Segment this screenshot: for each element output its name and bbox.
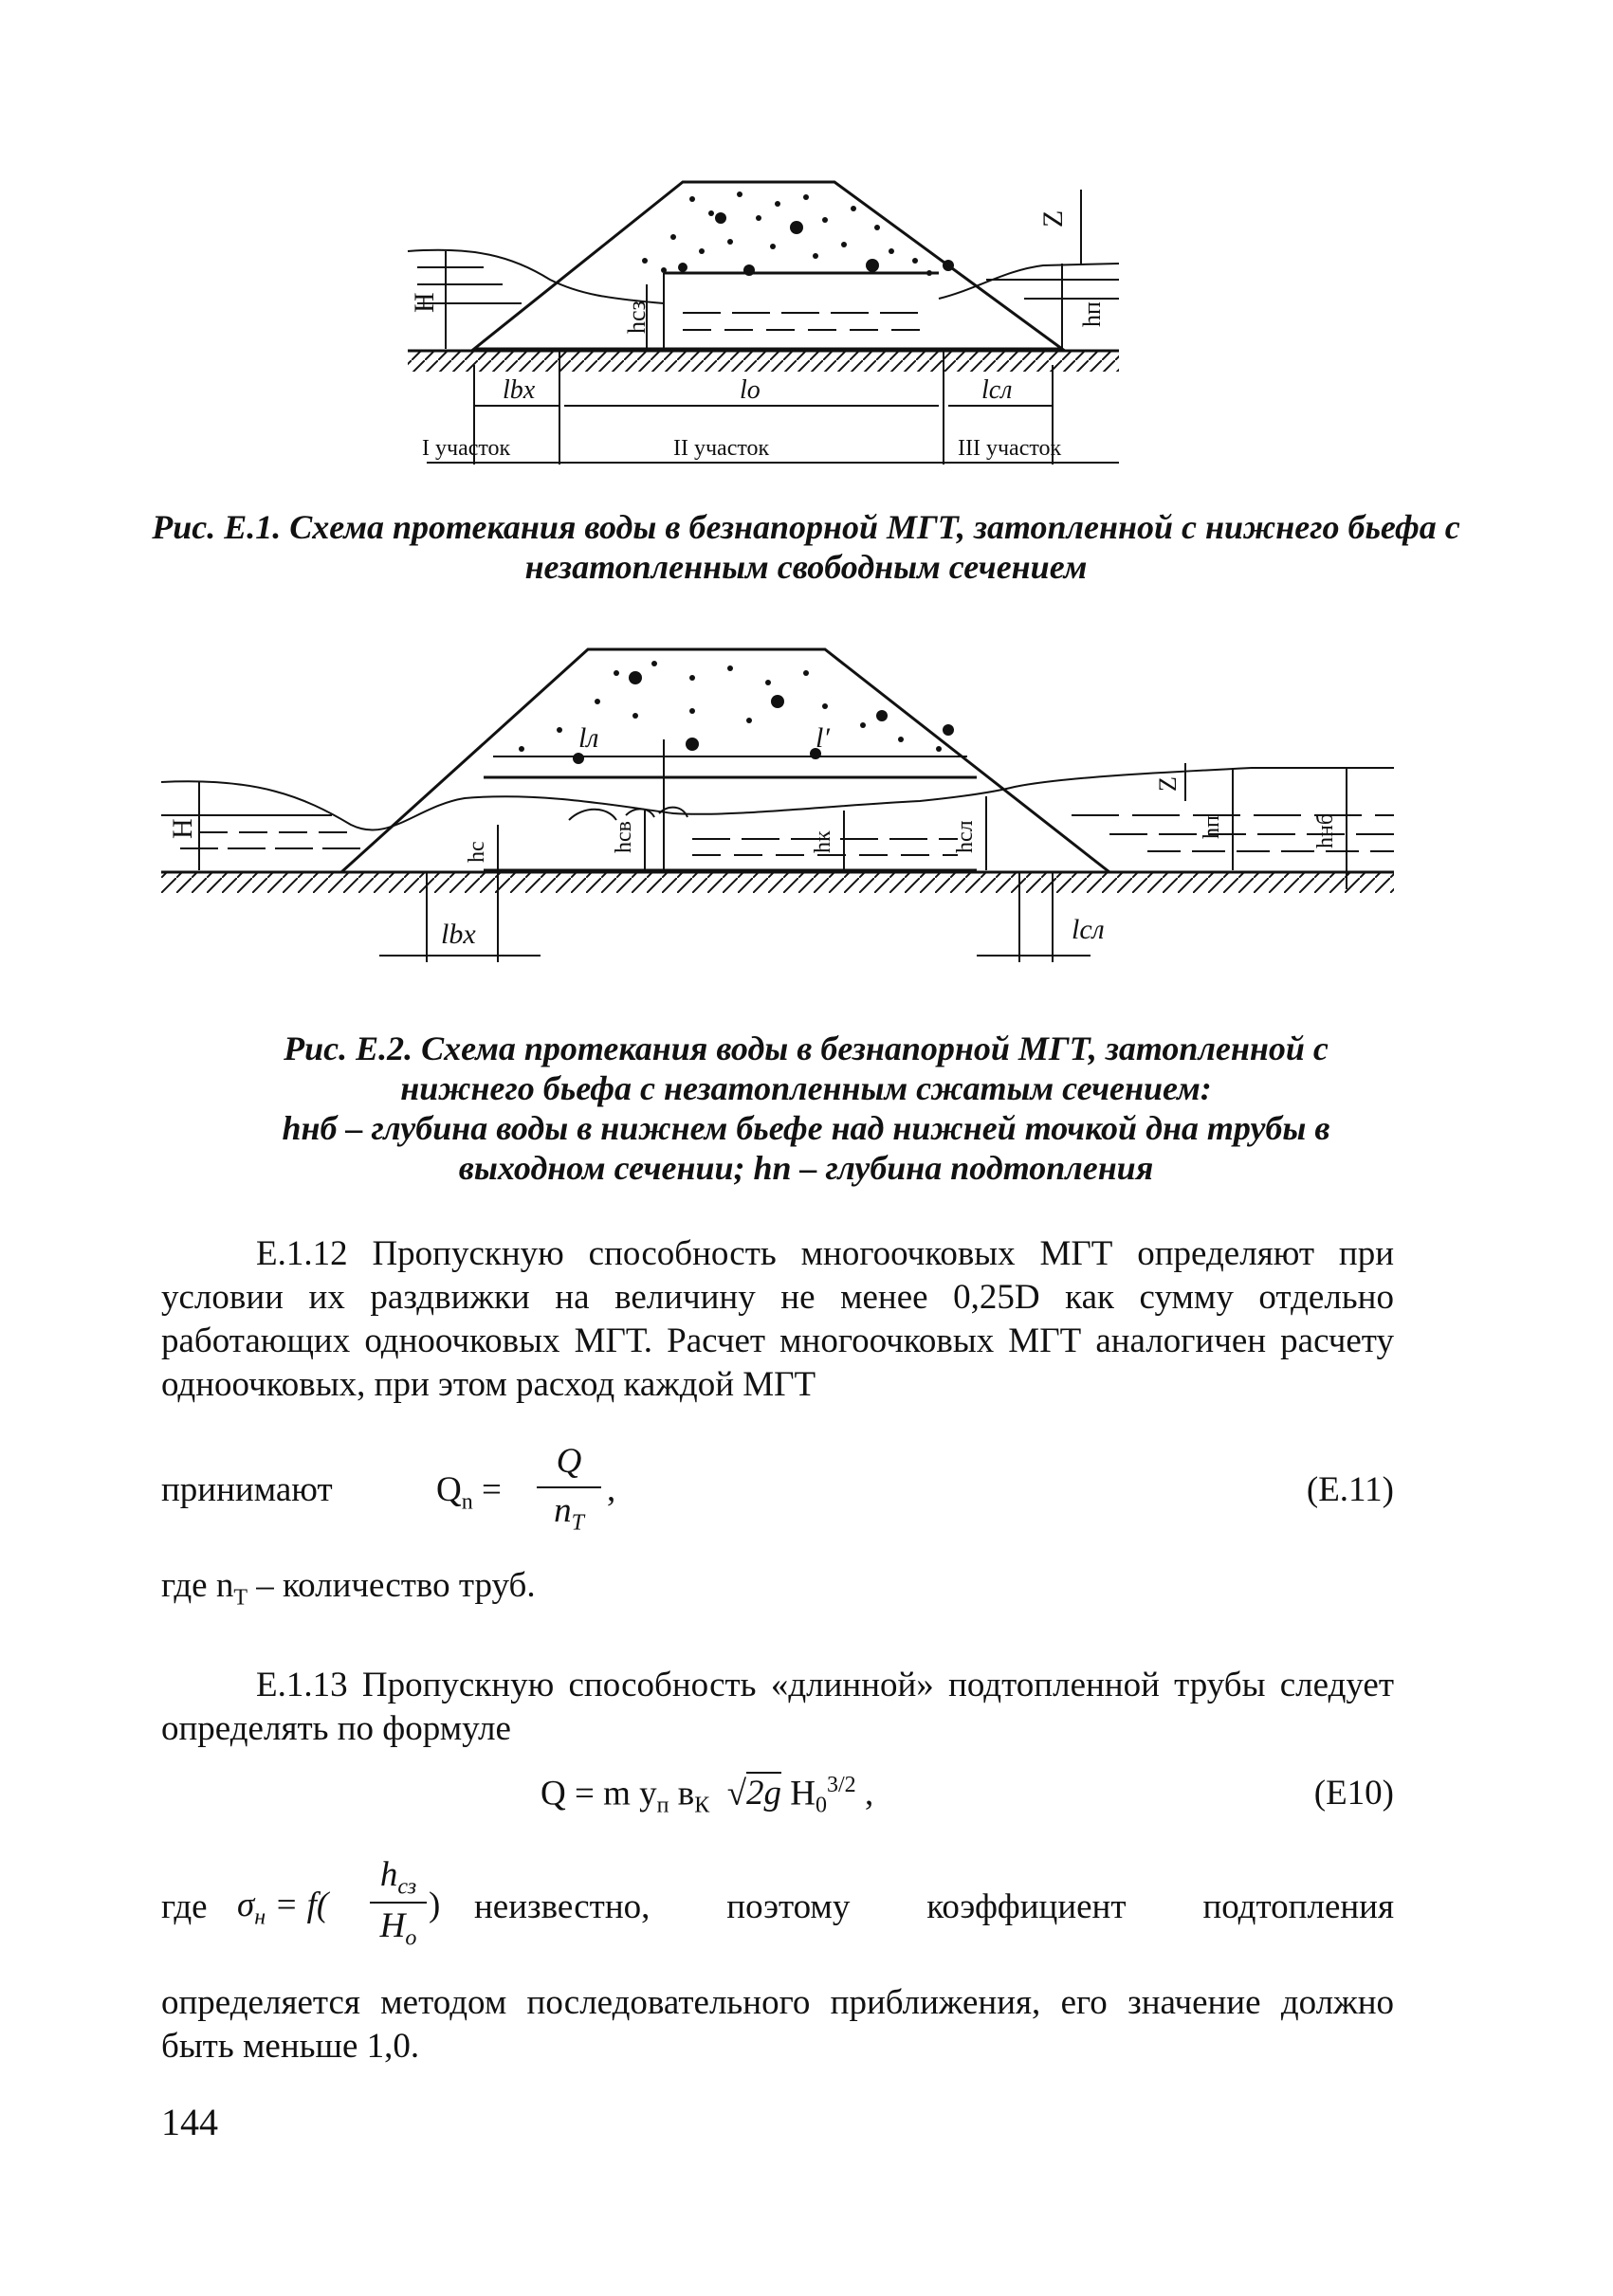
where2-word: где: [161, 1887, 208, 1926]
fig1-lcl-label: lсл: [981, 375, 1013, 405]
paragraph-e-1-13: Е.1.13 Пропускную способность «длинной» подтопленной трубы следует определять по формуле: [161, 1666, 1394, 1748]
embankment: [474, 182, 1062, 349]
eq10-sub2: К: [694, 1793, 710, 1818]
eq11-den-symbol: n: [554, 1491, 572, 1530]
sigma-lhs: [237, 1885, 328, 1930]
sigma-sub: н: [254, 1904, 266, 1930]
fig1-lbx-label: lbx: [503, 375, 536, 405]
fig2-hcl-label: hсл: [953, 820, 978, 853]
sigma-frac-den: [372, 1905, 425, 1951]
eq10-part1: Q = m y: [541, 1774, 657, 1813]
eq10-H-sub: 0: [816, 1793, 828, 1818]
eq11-numerator: Q: [556, 1442, 582, 1481]
fig2-hnb-label: hнб: [1313, 812, 1338, 848]
eq11-lhs-sub: n: [461, 1489, 473, 1515]
where-nt-prefix: где n: [161, 1566, 234, 1605]
fig2-hk-label: hк: [811, 830, 835, 853]
sigma-eq: = f(: [266, 1886, 329, 1924]
figure-2-caption-line-1: Рис. Е.2. Схема протекания воды в безнапорной МГТ, затопленной с: [284, 1030, 1329, 1067]
fig1-section-2: II участок: [673, 436, 770, 461]
where-nt-rest: – количество труб.: [247, 1566, 536, 1605]
sigma-frac-bar: [370, 1902, 427, 1904]
eq11-number: (Е.11): [1306, 1470, 1394, 1509]
fig1-lo-label: lo: [740, 375, 761, 405]
eq10-part2: в: [669, 1774, 695, 1813]
eq10-root: 2g: [746, 1774, 782, 1813]
eq11-fraction-bar: [537, 1486, 601, 1488]
figure-2-caption-line-4: выходном сечении; hп – глубина подтопления: [458, 1149, 1154, 1187]
sigma-definition: [161, 1849, 1394, 1953]
where2-rest: неизвестно, поэтому коэффициент подтопления: [474, 1887, 1394, 1926]
paragraph-approximation: определяется методом последовательного приближения, его значение должно быть меньше 1,0.: [161, 1983, 1394, 2066]
sigma-frac-num: [372, 1854, 425, 1900]
fig1-Z-label: Z: [1037, 210, 1069, 228]
fig2-ln-label: lл: [578, 722, 599, 754]
fig1-H-label: H: [409, 292, 440, 313]
figure-2-caption-line-2: нижнего бьефа с незатопленным сжатым сечением:: [400, 1069, 1212, 1107]
frac-den-sub: о: [405, 1925, 417, 1951]
fig1-hcs-label: hcз: [623, 301, 651, 334]
eq10-H-sup: 3/2: [827, 1773, 856, 1797]
figure-1-caption: Рис. Е.1. Схема протекания воды в безнапорной МГТ, затопленной с нижнего бьефа с незатопленным свободным сечением: [152, 508, 1460, 586]
eq10-formula: Q = m $y_п$ $в_К$ √2g $H_0^{3/2}$ ,: [541, 1773, 874, 1818]
figure-2-caption: [142, 1029, 1470, 1188]
fig1-hn-label: hп: [1078, 301, 1106, 327]
fig1-section-1: I участок: [422, 436, 511, 461]
frac-den-symbol: H: [379, 1906, 406, 1945]
where-nt-sub: T: [233, 1585, 248, 1611]
fig2-hc-label: hс: [465, 841, 489, 863]
accept-word: принимают: [161, 1470, 333, 1509]
fig2-lprime-label: l′: [816, 722, 830, 754]
figure-1-diagram: [398, 161, 1138, 483]
where-nt: [161, 1564, 1394, 1619]
eq10-sub1: п: [656, 1793, 669, 1818]
fig2-lbx-label: lbx: [441, 919, 476, 950]
page-number: 144: [161, 2101, 218, 2143]
fig2-hn-label: hп: [1200, 815, 1224, 839]
eq10-end: ,: [855, 1774, 874, 1813]
eq10-H: H: [781, 1774, 816, 1813]
fig1-section-3: III участок: [958, 436, 1062, 461]
paragraph-e-1-12: Е.1.12 Пропускную способность многоочковых МГТ определяют при условии их раздвижки на величину не менее 0,25D как сумму отдельно работающих одноочковых МГТ. Расчет многоочковых МГТ аналогичен расчету одноочковых, при этом расход каждой МГТ: [161, 1234, 1394, 1404]
fig2-lcl-label: lсл: [1072, 914, 1105, 945]
equation-e-10: [161, 1763, 1394, 1830]
equation-e-11: [161, 1441, 1394, 1536]
eq10-number: (Е10): [1313, 1774, 1394, 1813]
figure-2-diagram: [161, 635, 1394, 976]
figure-2-caption-line-3: hнб – глубина воды в нижнем бьефе над нижней точкой дна трубы в: [282, 1109, 1330, 1147]
eq11-lhs: $Q_n$ =: [436, 1470, 502, 1515]
eq11-lhs-symbol: Q: [436, 1470, 462, 1509]
eq11-denominator: [541, 1490, 597, 1536]
eq11-comma: ,: [607, 1470, 616, 1509]
frac-num-sub: сз: [397, 1874, 417, 1900]
sigma-close: ): [429, 1886, 441, 1924]
fig2-hcb-label: hсв: [612, 821, 636, 853]
frac-num-symbol: h: [379, 1855, 398, 1894]
fig2-H-label: H: [167, 818, 198, 839]
sigma-symbol: σ: [237, 1886, 255, 1924]
fig2-Z-label: Z: [1154, 776, 1182, 792]
eq11-den-sub: T: [571, 1510, 584, 1536]
